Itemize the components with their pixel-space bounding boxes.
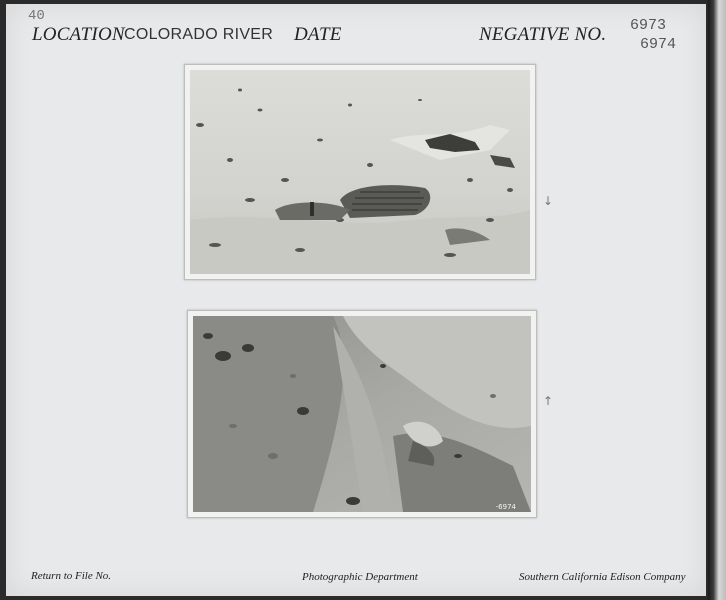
footer-company: Southern California Edison Company [519, 571, 686, 583]
negative-number-2: 6974 [640, 36, 677, 53]
photo-file-card [6, 4, 706, 596]
photo-6973 [184, 64, 536, 280]
photo-6973-image [190, 70, 530, 274]
footer-return: Return to File No. [31, 570, 112, 582]
location-label: LOCATION [32, 24, 125, 45]
photo-caption: -6974 [495, 503, 516, 511]
date-label: DATE [294, 24, 342, 45]
page-number: 40 [28, 8, 45, 24]
arrow-down-icon: ↓ [543, 194, 554, 208]
arrow-up-icon: ↑ [543, 394, 554, 408]
negative-label: NEGATIVE NO. [479, 24, 607, 45]
photo-6974 [187, 310, 537, 518]
photo-6974-image [193, 316, 531, 512]
scan-edge [708, 0, 726, 600]
location-value: COLORADO RIVER [124, 26, 274, 43]
negative-number-1: 6973 [630, 17, 667, 34]
footer-department: Photographic Department [302, 571, 418, 583]
